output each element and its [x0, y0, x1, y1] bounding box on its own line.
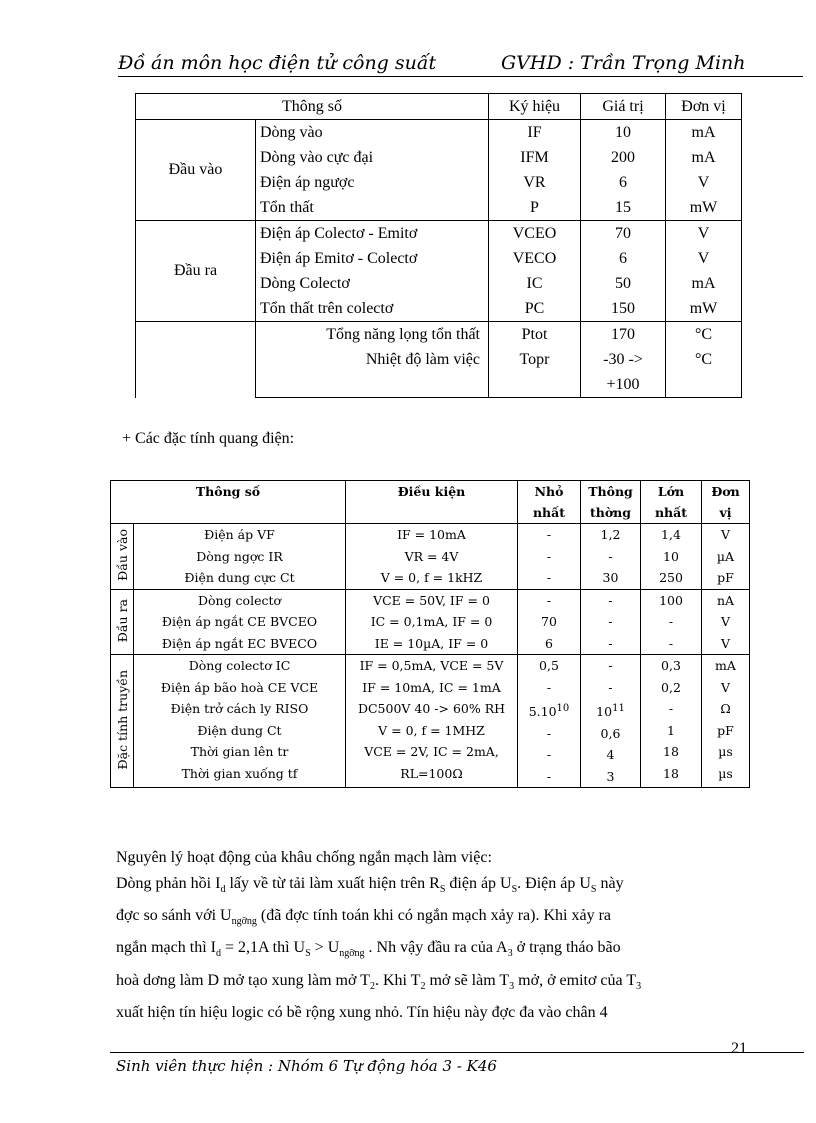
param-symbol: P — [489, 195, 581, 221]
param-value: 150 — [581, 296, 666, 322]
paragraph-line: Nguyên lý hoạt động của khâu chống ngắn mạch làm việc: — [116, 849, 492, 866]
param-name: Dòng vào — [256, 120, 489, 146]
param-name: Điện áp Colectơ - Emitơ — [256, 221, 489, 247]
param-cell: Dòng colectơ Điện áp ngắt CE BVCEO Điện áp ngắt EC BVECO — [134, 589, 346, 655]
param-unit: mA — [666, 145, 742, 170]
table-header-row — [111, 481, 750, 524]
param-value: 6 — [581, 246, 666, 271]
group-label: Đầu ra — [111, 589, 134, 655]
param-cell: Dòng colectơ IC Điện áp bão hoà CE VCE Điện trở cách ly RISO Điện dung Ct Thời gian lên tr Thời gian xuống tf — [134, 655, 346, 788]
param-value: 50 — [581, 271, 666, 296]
param-name: Điện áp ngược — [256, 170, 489, 195]
empty-cell — [256, 372, 489, 398]
param-symbol: IC — [489, 271, 581, 296]
specs-table — [135, 93, 742, 398]
typ-cell: 1,2 - 30 — [581, 524, 641, 590]
param-value: 15 — [581, 195, 666, 221]
param-name: Dòng vào cực đại — [256, 145, 489, 170]
param-symbol: PC — [489, 296, 581, 322]
group-label: Đầu ra — [136, 221, 256, 322]
param-symbol: VECO — [489, 246, 581, 271]
param-unit: mW — [666, 195, 742, 221]
header-param: Thông số — [136, 94, 489, 120]
condition-cell: IF = 0,5mA, VCE = 5V IF = 10mA, IC = 1mA DC500V 40 -> 60% RH V = 0, f = 1MHZ VCE = 2V, IC = 2mA, RL=100Ω — [346, 655, 518, 788]
paragraph-line: Dòng phản hồi $I_d$ lấy về từ tải làm xuất hiện trên $R_S$ điện áp $U_S$. Điện áp $U_S$ này — [116, 875, 624, 896]
unit-cell: nA V V — [702, 589, 750, 655]
param-value: 6 — [581, 170, 666, 195]
param-symbol: Topr — [489, 347, 581, 372]
page-number: 21 — [731, 1040, 747, 1057]
empty-cell — [489, 372, 581, 398]
table-row — [111, 589, 750, 655]
header-unit: Đơn vị — [666, 94, 742, 120]
max-cell: 0,3 0,2 - 1 18 18 — [641, 655, 702, 788]
paragraph-line: ngắn mạch thì $I_d = 2,1A$ thì $U_S > U_{ngỡng}$ . Nh vậy đầu ra của $A_3$ ở trạng tháo bão — [116, 939, 621, 960]
footer-divider — [110, 1052, 804, 1053]
table-row — [136, 221, 742, 247]
header-value: Giá trị — [581, 94, 666, 120]
page-header — [118, 52, 803, 77]
param-unit: °C — [666, 322, 742, 348]
param-symbol: VR — [489, 170, 581, 195]
param-name: Tổn thất — [256, 195, 489, 221]
min-cell: - 70 6 — [518, 589, 581, 655]
table-header-row — [136, 94, 742, 120]
header-supervisor: GVHD : Trần Trọng Minh — [501, 52, 746, 74]
header-param: Thông số — [111, 481, 346, 524]
param-value: 200 — [581, 145, 666, 170]
header-unit: Đơn vị — [702, 481, 750, 524]
param-unit: mW — [666, 296, 742, 322]
header-symbol: Ký hiệu — [489, 94, 581, 120]
typ-cell: - - $10^{11}$ 0,6 4 3 — [581, 655, 641, 788]
param-cell: Điện áp VF Dòng ngợc IR Điện dung cực Ct — [134, 524, 346, 590]
min-cell: - - - — [518, 524, 581, 590]
param-symbol: IFM — [489, 145, 581, 170]
param-unit: mA — [666, 271, 742, 296]
param-value: 70 — [581, 221, 666, 247]
paragraph-line: hoà dơng làm D mở tạo xung làm mở $T_2$. Khi $T_2$ mở sẽ làm $T_3$ mở, ở emitơ của $T_3$ — [116, 971, 642, 992]
max-cell: 1,4 10 250 — [641, 524, 702, 590]
unit-cell: V µA pF — [702, 524, 750, 590]
param-symbol: Ptot — [489, 322, 581, 348]
table-row — [111, 655, 750, 788]
body-text — [116, 845, 756, 1026]
empty-group-cell — [136, 322, 256, 398]
group-label: Đầu vào — [111, 524, 134, 590]
param-unit: mA — [666, 120, 742, 146]
param-unit: V — [666, 170, 742, 195]
param-name: Tổn thất trên colectơ — [256, 296, 489, 322]
empty-cell — [666, 372, 742, 398]
param-unit: V — [666, 221, 742, 247]
unit-cell: mA V Ω pF µs µs — [702, 655, 750, 788]
paragraph-line: đợc so sánh với $U_{ngỡng}$ (đã đợc tính toán khi có ngắn mạch xảy ra). Khi xảy ra — [116, 907, 611, 928]
header-max: Lớn nhất — [641, 481, 702, 524]
header-min: Nhỏ nhất — [518, 481, 581, 524]
header-course-title: Đồ án môn học điện tử công suất — [118, 52, 437, 74]
max-cell: 100 - - — [641, 589, 702, 655]
param-unit: V — [666, 246, 742, 271]
param-name: Điện áp Emitơ - Colectơ — [256, 246, 489, 271]
param-value: 10 — [581, 120, 666, 146]
paragraph-line: xuất hiện tín hiệu logic có bề rộng xung nhỏ. Tín hiệu này đợc đa vào chân 4 — [116, 1003, 608, 1021]
param-symbol: VCEO — [489, 221, 581, 247]
section-title: + Các đặc tính quang điện: — [122, 430, 295, 447]
param-name: Nhiệt độ làm việc — [256, 347, 489, 372]
table-row — [136, 322, 742, 348]
param-name: Tổng năng lọng tổn thất — [256, 322, 489, 348]
group-label: Đặc tính truyền — [111, 655, 134, 788]
param-symbol: IF — [489, 120, 581, 146]
table-row — [136, 120, 742, 146]
param-value: 170 — [581, 322, 666, 348]
header-typ: Thông thờng — [581, 481, 641, 524]
optoelectronic-table — [110, 480, 750, 788]
group-label: Đầu vào — [136, 120, 256, 221]
param-name: Dòng Colectơ — [256, 271, 489, 296]
table-row — [111, 524, 750, 590]
param-unit: °C — [666, 347, 742, 372]
page-footer: Sinh viên thực hiện : Nhóm 6 Tự động hóa 3 - K46 — [116, 1057, 497, 1075]
condition-cell: VCE = 50V, IF = 0 IC = 0,1mA, IF = 0 IE = 10µA, IF = 0 — [346, 589, 518, 655]
param-value: -30 -> — [581, 347, 666, 372]
param-value-cont: +100 — [581, 372, 666, 398]
condition-cell: IF = 10mA VR = 4V V = 0, f = 1kHZ — [346, 524, 518, 590]
typ-cell: - - - — [581, 589, 641, 655]
min-cell: 0,5 - 5.10$^{10}$ - - - — [518, 655, 581, 788]
header-condition: Điều kiện — [346, 481, 518, 524]
